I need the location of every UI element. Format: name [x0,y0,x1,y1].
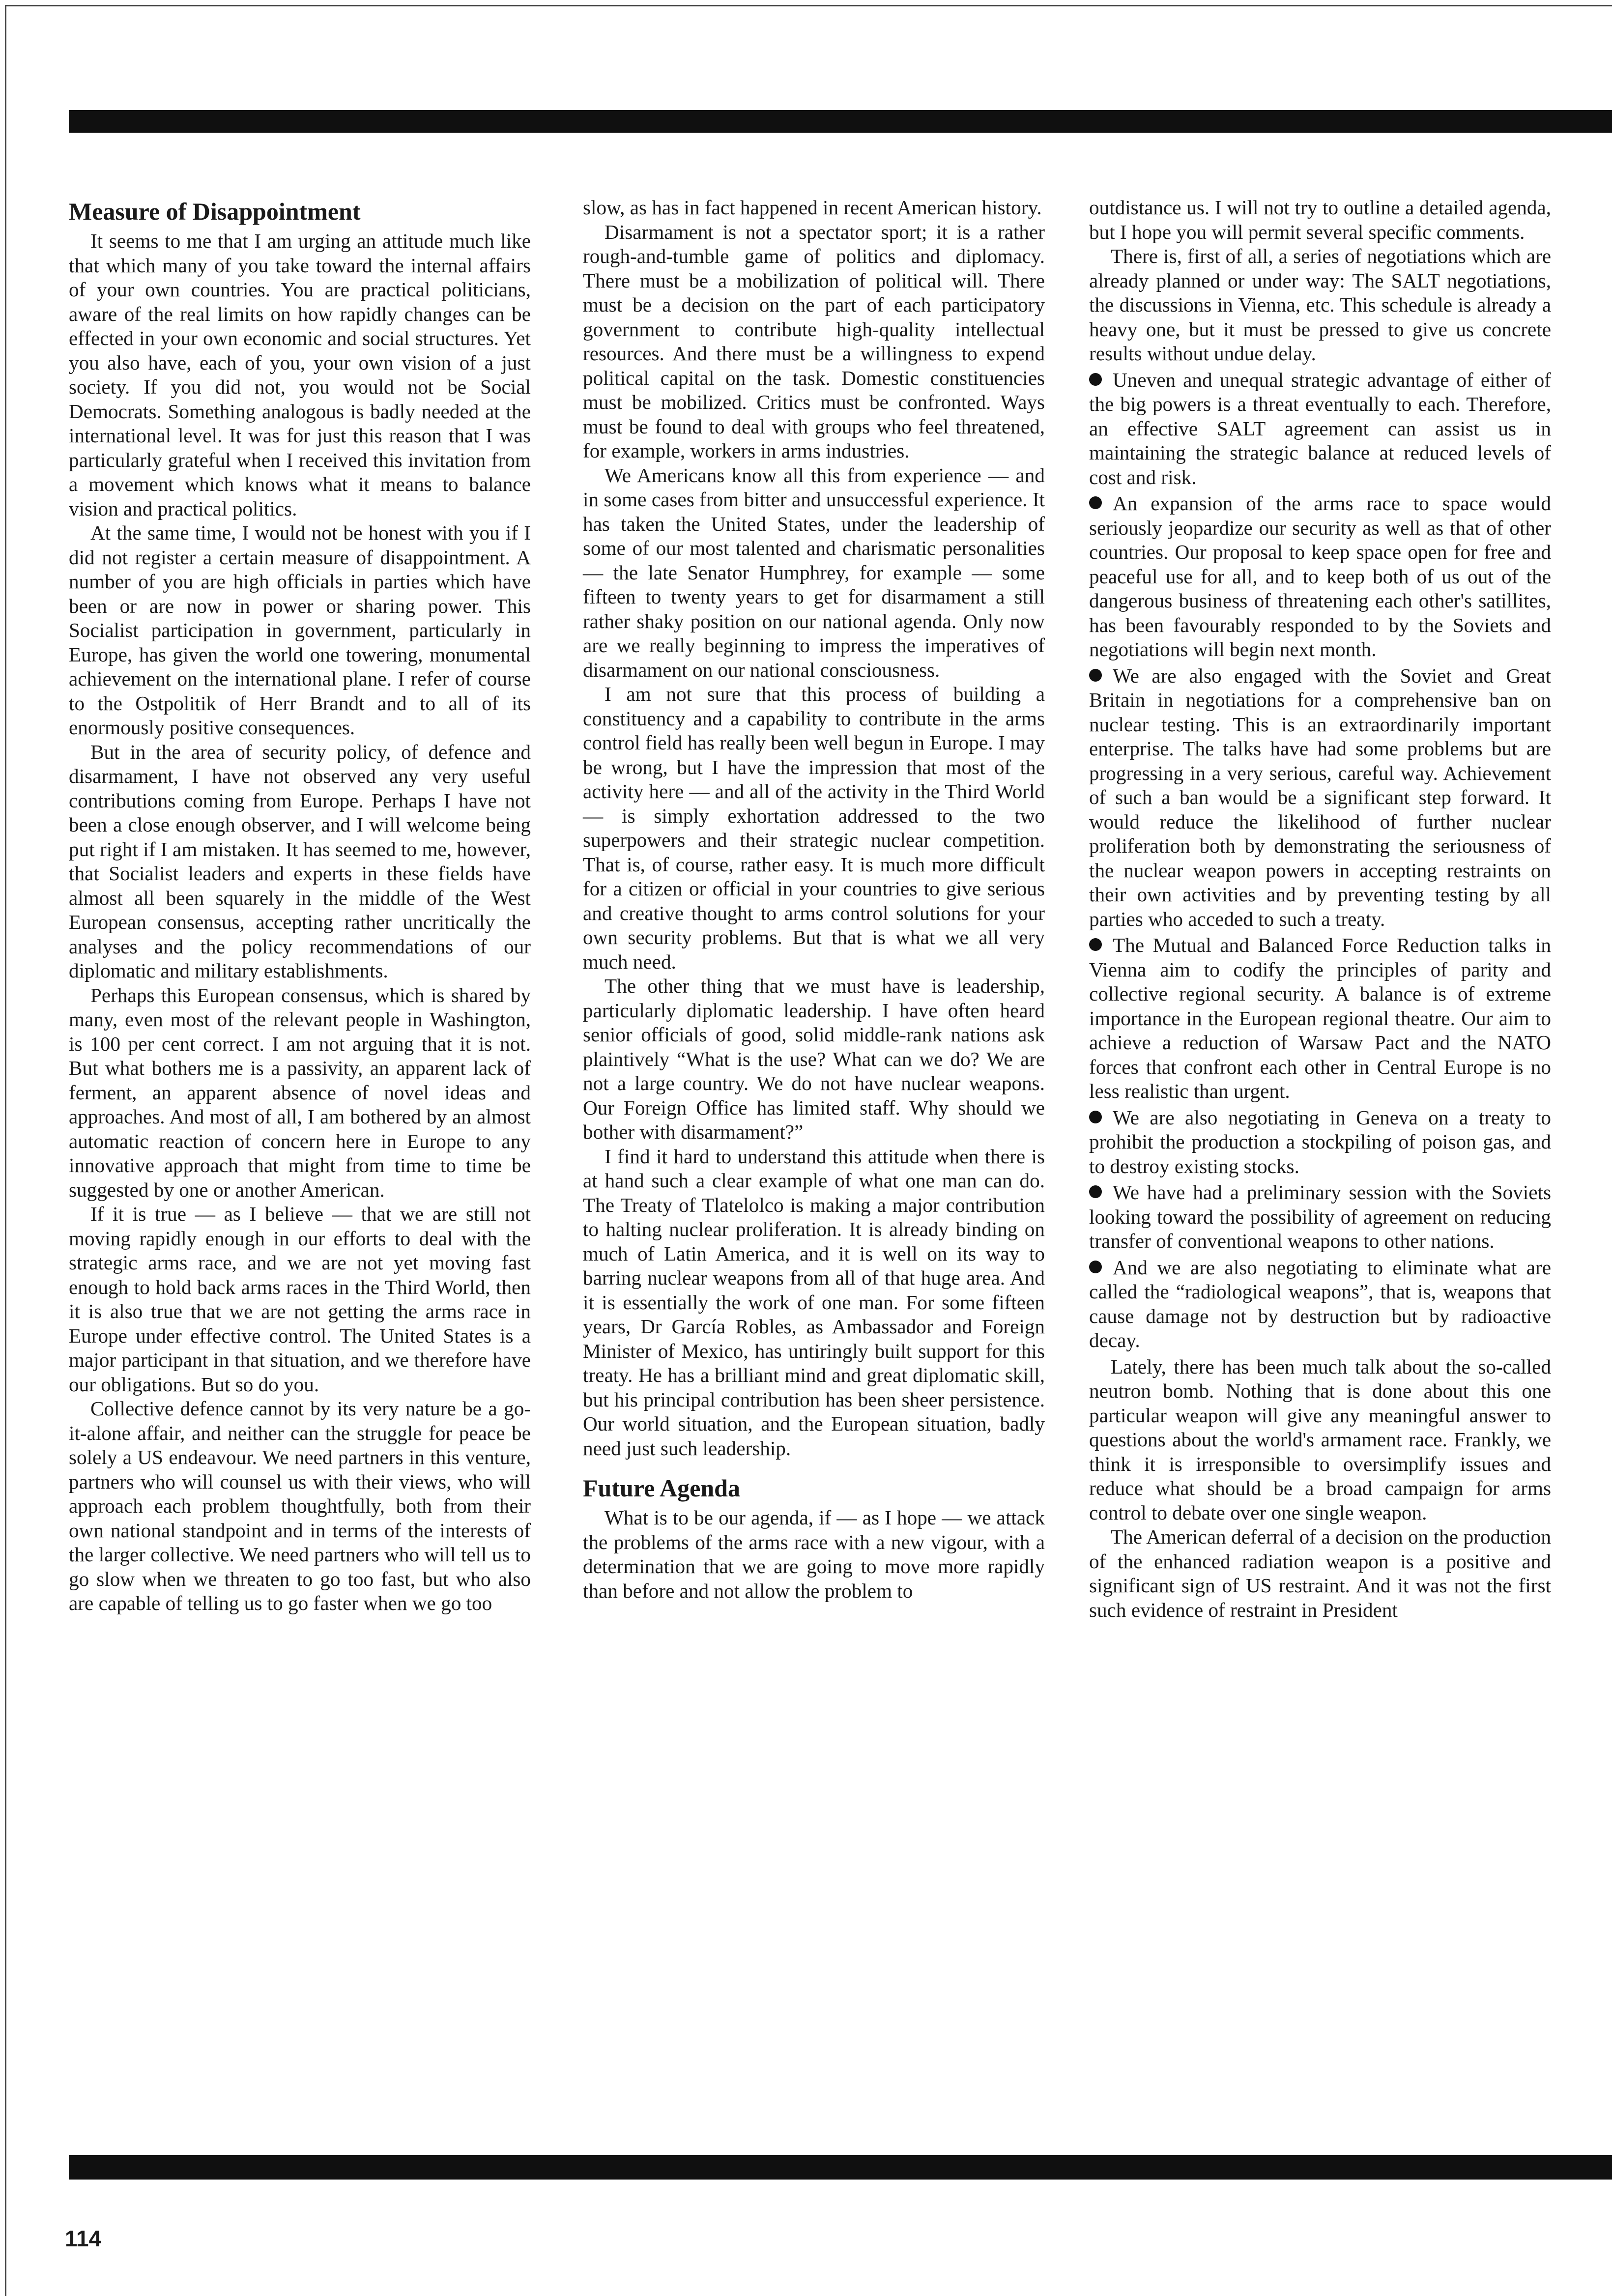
bullet-item [1089,368,1551,490]
body-paragraph: I find it hard to understand this attitude when there is at hand such a clear example of what one man can do. The Treaty of Tlatelolco is making a major contribution to halting nuclear proliferation. It is already binding on much of Latin America, and it is well on its way to barring nuclear weapons from all of that huge area. And it is essentially the work of one man. For some fifteen years, Dr García Robles, as Ambassador and Foreign Minister of Mexico, has untiringly built support for this treaty. He has a brilliant mind and great diplomatic skill, but his principal contribution has been sheer persistence. Our world situation, and the European situation, badly need just such leadership. [583,1145,1045,1460]
body-paragraph: But in the area of security policy, of defence and disarmament, I have not observed any very useful contributions coming from Europe. Perhaps I have not been a close enough observer, and I will welcome being put right if I am mistaken. It has seemed to me, however, that Socialist leaders and experts in these fields have almost all been squarely in the middle of the West European consensus, accepting rather uncritically the analyses and the policy recommendations of our diplomatic and military establishments. [69,740,531,982]
body-paragraph: I am not sure that this process of building a constituency and a capability to contribute in the arms control field has really been well begun in Europe. I may be wrong, but I have the impression that most of the activity here — and all of the activity in the Third World — is simply exhortation addressed to the two superpowers and their strategic nuclear competition. That is, of course, rather easy. It is much more difficult for a citizen or official in your countries to give serious and creative thought to arms control solutions for your own security problems. But that is what we all very much need. [583,683,1045,973]
continued-paragraph: outdistance us. I will not try to outline a detailed agenda, but I hope you will permit several specific comments. [1089,196,1551,243]
bullet-item [1089,491,1551,662]
body-paragraph: If it is true — as I believe — that we are still not moving rapidly enough in our efforts to deal with the strategic arms race, and we are not yet moving fast enough to hold back arms races in the Third World, then it is also true that we are not getting the arms race in Europe under effective control. The United States is a major participant in that situation, and we therefore have our obligations. But so do you. [69,1203,531,1396]
body-paragraph: Disarmament is not a spectator sport; it is a rather rough-and-tumble game of politics and diplomacy. There must be a mobilization of political will. There must be a decision on the part of each participatory government to contribute high-quality intellectual resources. And there must be a willingness to expend political capital on the task. Domestic constituencies must be mobilized. Critics must be confronted. Ways must be found to deal with groups who feel threatened, for example, workers in arms industries. [583,220,1045,462]
bullet-text: The Mutual and Balanced Force Reduction talks in Vienna aim to codify the principles of parity and collective regional security. A balance is of extreme importance in the European regional theatre. Our aim to achieve a reduction of Warsaw Pact and the NATO forces that confront each other in Central Europe is no less realistic than urgent. [1089,934,1551,1102]
bullet-text: We have had a preliminary session with the Soviets looking toward the possibility of agreement on reducing transfer of conventional weapons to other nations. [1089,1181,1551,1252]
bullet-icon [1089,1111,1102,1123]
column-1 [69,196,531,1616]
bullet-icon [1089,669,1102,682]
body-paragraph: What is to be our agenda, if — as I hope — we attack the problems of the arms race with a new vigour, with a determination that we are going to move more rapidly than before and not allow the problem to [583,1506,1045,1602]
body-paragraph: The American deferral of a decision on the production of the enhanced radiation weapon is a positive and significant sign of US restraint. And it was not the first such evidence of restraint in President [1089,1525,1551,1621]
section-heading-measure: Measure of Disappointment [69,198,361,225]
body-paragraph: It seems to me that I am urging an attitude much like that which many of you take toward the internal affairs of your own countries. You are practical politicians, aware of the real limits on how rapidly changes can be effected in your own economic and social structures. Yet you also have, each of you, your own vision of a just society. If you did not, you would not be Social Democrats. Something analogous is badly needed at the international level. It was for just this reason that I was particularly grateful when I received this invitation from a movement which knows what it means to balance vision and practical politics. [69,230,531,520]
bullet-item [1089,1106,1551,1179]
body-paragraph: Collective defence cannot by its very nature be a go-it-alone affair, and neither can the struggle for peace be solely a US endeavour. We need partners in this venture, partners who will counsel us with their views, who will approach each problem thoughtfully, both from their own national standpoint and in terms of the interests of the larger collective. We need partners who will tell us to go slow when we threaten to go too fast, but who also are capable of telling us to go faster when we go too [69,1397,531,1614]
bullet-icon [1089,1261,1102,1273]
body-paragraph: There is, first of all, a series of negotiations which are already planned or under way: The SALT negotiations, the discussions in Vienna, etc. This schedule is already a heavy one, but it must be pressed to give us concrete results without undue delay. [1089,245,1551,365]
column-3 [1089,196,1551,1622]
bullet-icon [1089,1185,1102,1198]
body-paragraph: The other thing that we must have is leadership, particularly diplomatic leadership. I have often heard senior officials of good, solid middle-rank nations ask plaintively “What is the use? What can we do? We are not a large country. We do not have nuclear weapons. Our Foreign Office has limited staff. Why should we bother with disarmament?” [583,975,1045,1143]
footer-band [69,2155,1612,2180]
bullet-icon [1089,373,1102,386]
bullet-text: An expansion of the arms race to space would seriously jeopardize our security as well as that of other countries. Our proposal to keep space open for free and peaceful use for all, and to keep both of us out of the dangerous business of threatening each other's satillites, has been favourably responded to by the Soviets and negotiations will begin next month. [1089,492,1551,660]
bullet-item [1089,1180,1551,1254]
page-number: 114 [65,2226,102,2251]
continued-paragraph: slow, as has in fact happened in recent American history. [583,196,1042,219]
bullet-icon [1089,496,1102,509]
section-heading-future-agenda: Future Agenda [583,1474,740,1502]
bullet-icon [1089,938,1102,951]
body-paragraph: Perhaps this European consensus, which is shared by many, even most of the relevant people in Washington, is 100 per cent correct. I am not arguing that it is not. But what bothers me is a passivity, an apparent lack of ferment, an apparent absence of novel ideas and approaches. And most of all, I am bothered by an almost automatic reaction of concern here in Europe to any innovative approach that might from time to time be suggested by one or another American. [69,983,531,1201]
body-paragraph: At the same time, I would not be honest with you if I did not register a certain measure of disappointment. A number of you are high officials in parties which have been or are now in power or sharing power. This Socialist participation in government, particularly in Europe, has given the world one towering, monumental achievement on the international plane. I refer of course to the Ostpolitik of Herr Brandt and to all of its enormously positive consequences. [69,521,531,739]
bullet-text: We are also negotiating in Geneva on a treaty to prohibit the production a stockpiling of poison gas, and to destroy existing stocks. [1089,1106,1551,1177]
bullet-text: And we are also negotiating to eliminate what are called the “radiological weapons”, that is, weapons that cause damage not by destruction but by radioactive decay. [1089,1256,1551,1351]
body-paragraph: Lately, there has been much talk about the so-called neutron bomb. Nothing that is done about this one particular weapon will give any meaningful answer to questions about the world's armament race. Frankly, we think it is irresponsible to oversimplify issues and reduce what should be a broad campaign for arms control to debate over one single weapon. [1089,1355,1551,1524]
bullet-item [1089,664,1551,932]
bullet-text: Uneven and unequal strategic advantage of either of the big powers is a threat eventually to each. Therefore, an effective SALT agreement can assist us in maintaining the strategic balance at reduced levels of cost and risk. [1089,368,1551,488]
header-band [69,110,1612,133]
top-edge-rule [5,5,1612,6]
left-edge-rule [5,5,6,2296]
bullet-text: We are also engaged with the Soviet and Great Britain in negotiations for a comprehensive ban on nuclear testing. This is an extraordinarily important enterprise. The talks have had some problems but are progressing in a very serious, careful way. Achievement of such a ban would be a significant step forward. It would reduce the likelihood of further nuclear proliferation both by demonstrating the seriousness of the nuclear weapon powers in accepting restraints on their own activities and by preventing testing by all parties who acceded to such a treaty. [1089,664,1551,930]
bullet-item [1089,1256,1551,1353]
bullet-item [1089,933,1551,1104]
column-2 [583,196,1045,1603]
body-paragraph: We Americans know all this from experience — and in some cases from bitter and unsuccessful experience. It has taken the United States, under the leadership of some of our most talented and charismatic personalities — the late Senator Humphrey, for example — some fifteen to twenty years to get for disarmament a still rather shaky position on our national agenda. Only now are we really beginning to impress the imperatives of disarmament on our national consciousness. [583,463,1045,681]
